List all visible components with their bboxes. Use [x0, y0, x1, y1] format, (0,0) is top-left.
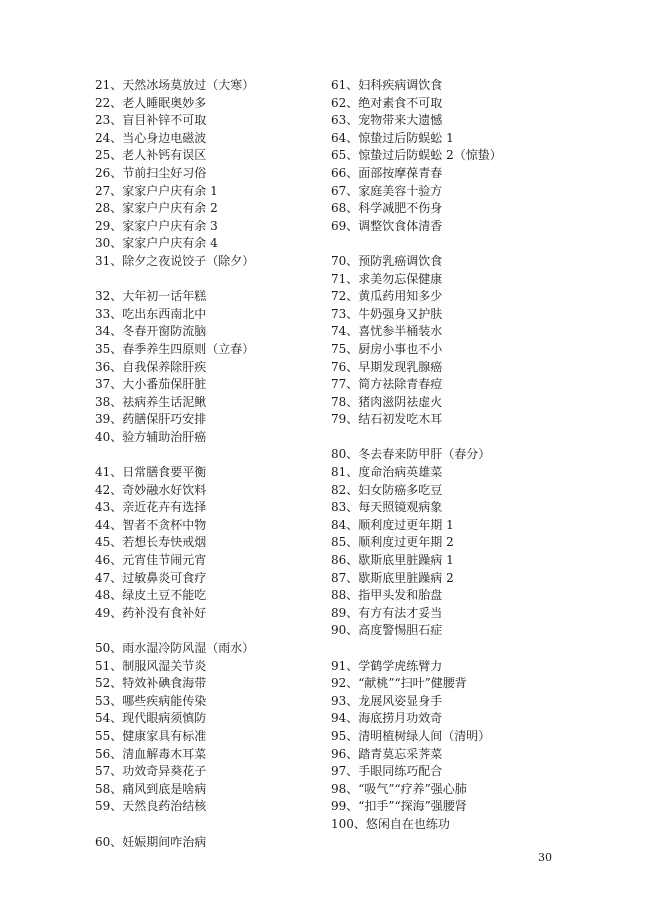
toc-entry: 23、盲目补锌不可取 [95, 113, 207, 128]
toc-entry: 46、元宵佳节闹元宵 [95, 553, 207, 568]
page-number: 30 [538, 851, 552, 864]
toc-entry: 86、歇斯底里脏躁病 1 [331, 553, 454, 568]
toc-entry: 68、科学减肥不伤身 [331, 201, 443, 216]
toc-entry: 21、天然冰场莫放过（大寒） [95, 78, 255, 92]
toc-entry: 52、特效补碘食海带 [95, 676, 207, 691]
toc-entry: 77、简方祛除青春痘 [331, 377, 443, 392]
toc-entry: 66、面部按摩葆青春 [331, 165, 443, 180]
toc-entry: 38、祛病养生话泥鳅 [95, 394, 207, 409]
toc-entry: 53、哪些疾病能传染 [95, 693, 207, 708]
toc-entry: 99、“扣手”“探海”强腰肾 [331, 799, 467, 814]
toc-entry: 43、亲近花卉有选择 [95, 500, 207, 515]
right-column [331, 77, 571, 834]
toc-entry: 27、家家户户庆有余 1 [95, 183, 218, 198]
toc-entry: 87、歇斯底里脏躁病 2 [331, 570, 454, 585]
toc-entry: 81、度命治病英雄菜 [331, 465, 443, 480]
toc-entry: 26、节前扫尘好习俗 [95, 165, 207, 180]
toc-entry: 73、牛奶强身又护肤 [331, 306, 443, 321]
toc-entry: 74、喜忧参半桶装水 [331, 324, 443, 339]
toc-entry: 95、清明植树绿人间（清明） [331, 728, 491, 743]
toc-entry: 79、结石初发吃木耳 [331, 412, 443, 427]
toc-entry: 62、绝对素食不可取 [331, 95, 443, 110]
toc-entry: 57、功效奇异葵花子 [95, 764, 207, 779]
toc-entry: 40、验方辅助治肝癌 [95, 429, 207, 444]
toc-entry: 30、家家户户庆有余 4 [95, 236, 218, 251]
toc-entry: 29、家家户户庆有余 3 [95, 218, 218, 233]
toc-entry: 36、自我保养除肝疾 [95, 359, 207, 374]
toc-entry: 83、每天照镜观病象 [331, 500, 443, 515]
section-spacer [331, 235, 571, 253]
toc-entry: 22、老人睡眠奥妙多 [95, 95, 207, 110]
toc-entry: 54、现代眼病须慎防 [95, 711, 207, 726]
toc-entry: 47、过敏鼻炎可食疗 [95, 570, 207, 585]
toc-entry: 24、当心身边电磁波 [95, 130, 207, 145]
toc-entry: 85、顺利度过更年期 2 [331, 535, 454, 550]
toc-entry: 56、清血解毒木耳菜 [95, 746, 207, 761]
toc-entry: 69、调整饮食体清香 [331, 218, 443, 233]
toc-entry: 42、奇妙融水好饮料 [95, 482, 207, 497]
section-spacer [331, 429, 571, 447]
toc-entry: 65、惊蛰过后防蜈蚣 2（惊蛰） [331, 148, 502, 163]
toc-entry: 82、妇女防癌多吃豆 [331, 482, 443, 497]
section-spacer [331, 640, 571, 658]
toc-entry: 34、冬春开窗防流脑 [95, 324, 207, 339]
toc-entry: 93、龙展风姿显身手 [331, 693, 443, 708]
toc-entry: 31、除夕之夜说饺子（除夕） [95, 253, 255, 268]
toc-entry: 94、海底捞月功效奇 [331, 711, 443, 726]
toc-entry: 25、老人补钙有误区 [95, 148, 207, 163]
toc-entry: 92、“献桃”“扫叶”健腰背 [331, 676, 467, 691]
section-spacer [95, 622, 335, 640]
toc-entry: 48、绿皮土豆不能吃 [95, 588, 207, 603]
section-spacer [95, 271, 335, 289]
toc-entry: 50、雨水湿冷防风湿（雨水） [95, 641, 255, 655]
toc-entry: 39、药膳保肝巧安排 [95, 412, 207, 427]
toc-entry: 96、踏青莫忘采荠菜 [331, 746, 443, 761]
section-spacer [95, 816, 335, 834]
toc-entry: 71、求美勿忘保健康 [331, 271, 443, 286]
toc-entry: 51、制服风湿关节炎 [95, 658, 207, 673]
toc-entry: 49、药补没有食补好 [95, 605, 207, 620]
toc-entry: 59、天然良药治结核 [95, 799, 207, 814]
toc-entry: 44、智者不贪杯中物 [95, 517, 207, 532]
toc-entry: 91、学鹤学虎练臂力 [331, 658, 443, 673]
left-column [95, 77, 335, 851]
toc-entry: 70、预防乳癌调饮食 [331, 253, 443, 268]
toc-entry: 76、早期发现乳腺癌 [331, 359, 443, 374]
toc-entry: 55、健康家具有标准 [95, 728, 207, 743]
toc-entry: 45、若想长寿快戒烟 [95, 535, 207, 550]
toc-entry: 61、妇科疾病调饮食 [331, 78, 443, 92]
toc-entry: 35、春季养生四原则（立春） [95, 341, 255, 356]
toc-entry: 98、“吸气”“疗养”强心肺 [331, 781, 467, 796]
toc-entry: 32、大年初一话年糕 [95, 289, 207, 304]
toc-entry: 88、指甲头发和胎盘 [331, 588, 443, 603]
toc-entry: 37、大小番茄保肝脏 [95, 377, 207, 392]
toc-entry: 100、悠闲自在也练功 [331, 816, 450, 831]
toc-entry: 60、妊娠期间咋治病 [95, 834, 207, 849]
toc-entry: 89、有方有法才妥当 [331, 605, 443, 620]
toc-entry: 33、吃出东西南北中 [95, 306, 207, 321]
toc-entry: 90、高度警惕胆石症 [331, 623, 443, 638]
section-spacer [95, 446, 335, 464]
toc-entry: 75、厨房小事也不小 [331, 341, 443, 356]
toc-entry: 63、宠物带来大遗憾 [331, 113, 443, 128]
toc-entry: 67、家庭美容十验方 [331, 183, 443, 198]
toc-entry: 28、家家户户庆有余 2 [95, 201, 218, 216]
toc-entry: 97、手眼同练巧配合 [331, 764, 443, 779]
toc-entry: 78、猪肉滋阴祛虚火 [331, 394, 443, 409]
toc-entry: 80、冬去春来防甲肝（春分） [331, 447, 491, 462]
toc-entry: 58、痛风到底是啥病 [95, 781, 207, 796]
toc-entry: 64、惊蛰过后防蜈蚣 1 [331, 130, 454, 145]
toc-entry: 84、顺利度过更年期 1 [331, 517, 454, 532]
toc-entry: 41、日常膳食要平衡 [95, 465, 207, 480]
toc-entry: 72、黄瓜药用知多少 [331, 289, 443, 304]
